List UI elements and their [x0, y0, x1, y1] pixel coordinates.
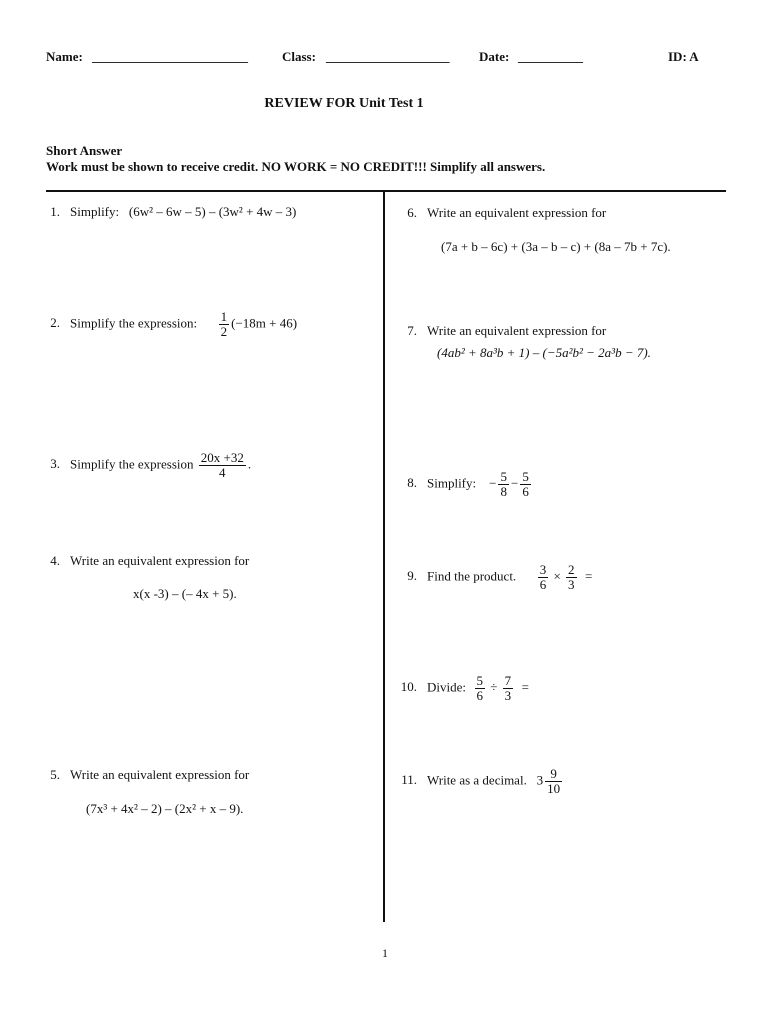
question-number: 5.: [50, 767, 60, 782]
fraction-1: $\frac{3}{6}$: [539, 562, 547, 592]
question-9: [393, 563, 592, 592]
question-1: [36, 204, 296, 220]
class-label: Class:: [282, 49, 316, 64]
section-instructions: Work must be shown to receive credit. NO WORK = NO CREDIT!!! Simplify all answers.: [46, 159, 546, 174]
horizontal-divider: [46, 190, 726, 192]
question-text: Write an equivalent expression for: [427, 323, 607, 338]
question-number: 2.: [50, 315, 60, 331]
page-title: REVIEW FOR Unit Test 1: [264, 96, 424, 111]
mixed-number-whole: 3: [536, 772, 544, 788]
question-text: Divide:: [427, 679, 466, 695]
fraction-2: $\frac{5}{6}$: [522, 469, 529, 499]
fraction: $\frac{9}{10}$: [547, 766, 561, 796]
question-number: 10.: [400, 679, 417, 695]
question-number: 7.: [407, 323, 417, 338]
question-text: Write an equivalent expression for: [427, 205, 607, 220]
question-7-expression: (4ab² + 8a³b + 1) – (−5a²b² − 2a³b − 7).: [437, 345, 651, 360]
question-text: Simplify:: [70, 204, 120, 219]
question-text: Simplify:: [427, 475, 477, 491]
question-number: 3.: [50, 456, 60, 472]
question-8: [393, 470, 533, 499]
class-blank[interactable]: ___________________: [326, 49, 450, 64]
name-label: Name:: [46, 49, 83, 64]
question-number: 1.: [50, 204, 60, 219]
section-heading: Short Answer: [46, 143, 123, 158]
fraction-1: $\frac{5}{8}$: [500, 469, 507, 499]
question-number: 8.: [407, 475, 417, 491]
question-2: [36, 310, 297, 339]
fraction-1: $\frac{5}{6}$: [476, 673, 483, 703]
question-number: 4.: [50, 553, 60, 568]
fraction-2: $\frac{2}{3}$: [568, 562, 575, 592]
date-blank[interactable]: __________: [518, 49, 583, 64]
operator: −: [510, 475, 519, 491]
operator: ÷: [490, 679, 498, 695]
question-10: [393, 674, 529, 703]
question-4-expression: x(x -3) – (– 4x + 5).: [133, 586, 237, 601]
question-text: Find the product.: [427, 568, 517, 584]
question-expression: (6w² – 6w – 5) – (3w² + 4w – 3): [128, 204, 297, 219]
question-6: [393, 205, 606, 221]
operator: ×: [553, 568, 561, 584]
question-number: 6.: [407, 205, 417, 220]
page-number: 1: [382, 946, 388, 960]
question-text: Write an equivalent expression for: [70, 767, 250, 782]
column-divider: [383, 191, 385, 922]
minus-sign: −: [489, 475, 497, 491]
question-11: [393, 767, 564, 796]
question-number: 11.: [401, 772, 417, 788]
period: .: [247, 456, 252, 472]
question-6-expression: (7a + b – 6c) + (3a – b – c) + (8a – 7b + 7c).: [441, 239, 671, 254]
question-5: [36, 767, 249, 783]
fraction: $\frac{1}{2}$: [220, 309, 228, 339]
date-label: Date:: [479, 49, 510, 64]
question-text: Simplify the expression: [70, 456, 194, 472]
question-text: Simplify the expression:: [70, 315, 198, 331]
id-label: ID: A: [668, 49, 699, 64]
question-5-expression: (7x³ + 4x² – 2) – (2x² + x – 9).: [86, 801, 244, 816]
question-4: [36, 553, 249, 569]
question-number: 9.: [407, 568, 417, 584]
fraction-2: $\frac{7}{3}$: [504, 673, 512, 703]
question-text: Write as a decimal.: [427, 772, 527, 788]
name-blank[interactable]: ________________________: [92, 49, 248, 64]
fraction: $\frac{20x +32}{4}$: [200, 450, 244, 480]
equals-sign: =: [521, 679, 529, 695]
question-expression: (−18m + 46): [231, 315, 298, 331]
equals-sign: =: [585, 568, 593, 584]
question-7: [393, 323, 606, 339]
question-text: Write an equivalent expression for: [70, 553, 250, 568]
question-3: [36, 451, 251, 480]
